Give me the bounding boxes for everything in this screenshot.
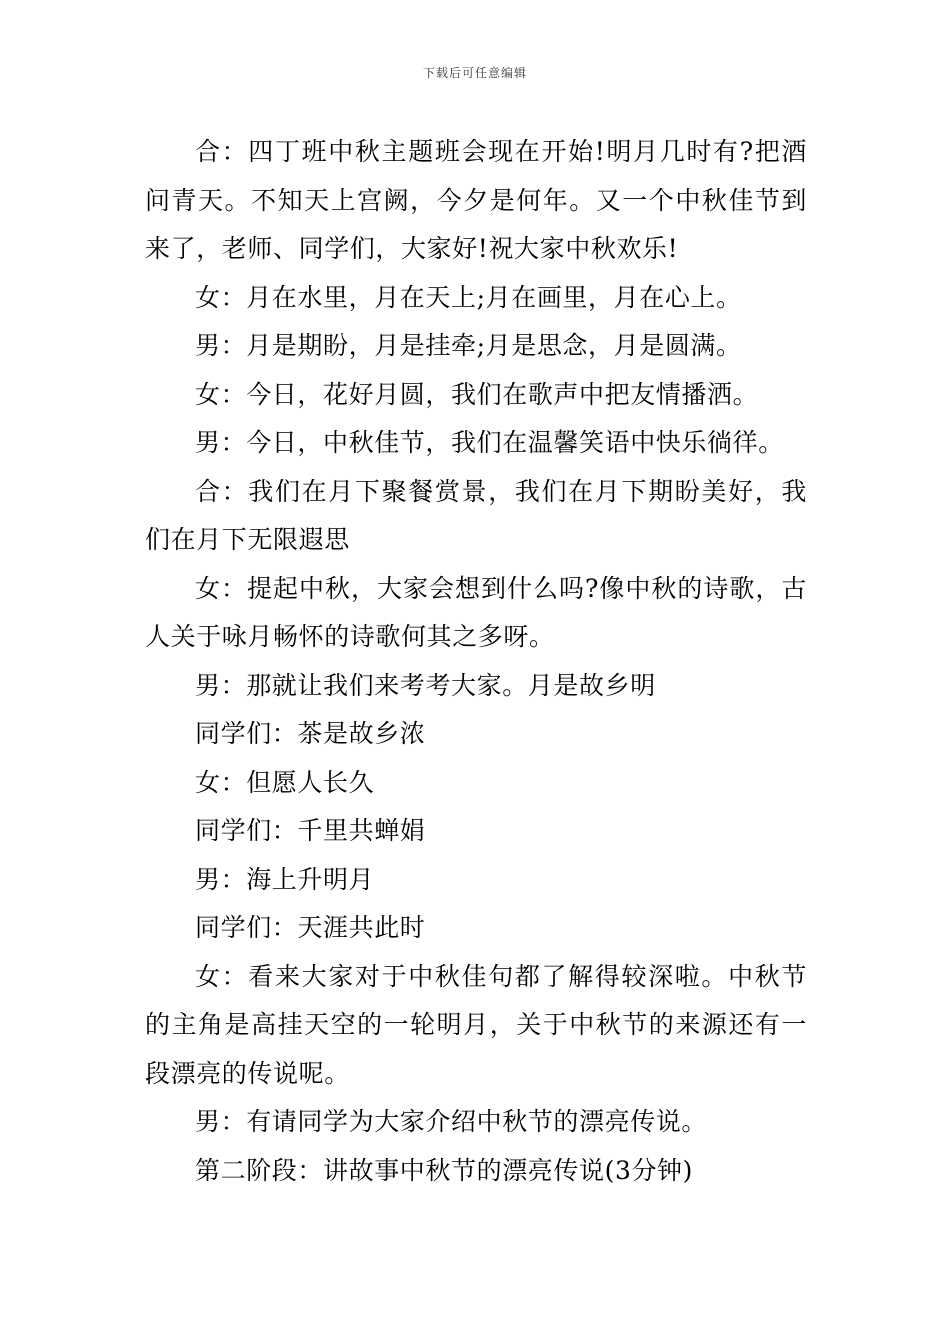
paragraph: 女：月在水里，月在天上;月在画里，月在心上。 — [195, 282, 742, 312]
paragraph: 男：海上升明月 — [195, 864, 375, 894]
paragraph: 同学们：天涯共此时 — [195, 913, 426, 942]
paragraph: 合：四丁班中秋主题班会现在开始!明月几时有?把酒问青天。不知天上宫阙，今夕是何年。又一个中秋佳节到来了，老师、同学们，大家好!祝大家中秋欢乐! — [145, 137, 807, 263]
page-header: 下载后可任意编辑 — [422, 66, 527, 80]
paragraph: 合：我们在月下聚餐赏景，我们在月下期盼美好，我们在月下无限遐思 — [145, 476, 807, 554]
paragraph: 女：今日，花好月圆，我们在歌声中把友情播洒。 — [195, 379, 759, 409]
paragraph: 男：有请同学为大家介绍中秋节的漂亮传说。 — [195, 1107, 708, 1136]
paragraph: 同学们：千里共蝉娟 — [195, 816, 426, 845]
paragraph: 女：看来大家对于中秋佳句都了解得较深啦。中秋节的主角是高挂天空的一轮明月，关于中秋节的来源还有一段漂亮的传说呢。 — [145, 961, 807, 1088]
paragraph: 女：提起中秋，大家会想到什么吗?像中秋的诗歌，古人关于咏月畅怀的诗歌何其之多呀。 — [145, 573, 807, 651]
paragraph: 男：那就让我们来考考大家。月是故乡明 — [195, 670, 656, 700]
paragraph: 男：今日，中秋佳节，我们在温馨笑语中快乐徜徉。 — [195, 428, 784, 457]
paragraph: 男：月是期盼，月是挂牵;月是思念，月是圆满。 — [195, 331, 742, 360]
paragraph: 女：但愿人长久 — [195, 767, 375, 797]
paragraph: 第二阶段：讲故事中秋节的漂亮传说(3分钟) — [195, 1155, 694, 1185]
paragraph: 同学们：茶是故乡浓 — [195, 719, 426, 748]
document-body — [145, 128, 807, 1195]
